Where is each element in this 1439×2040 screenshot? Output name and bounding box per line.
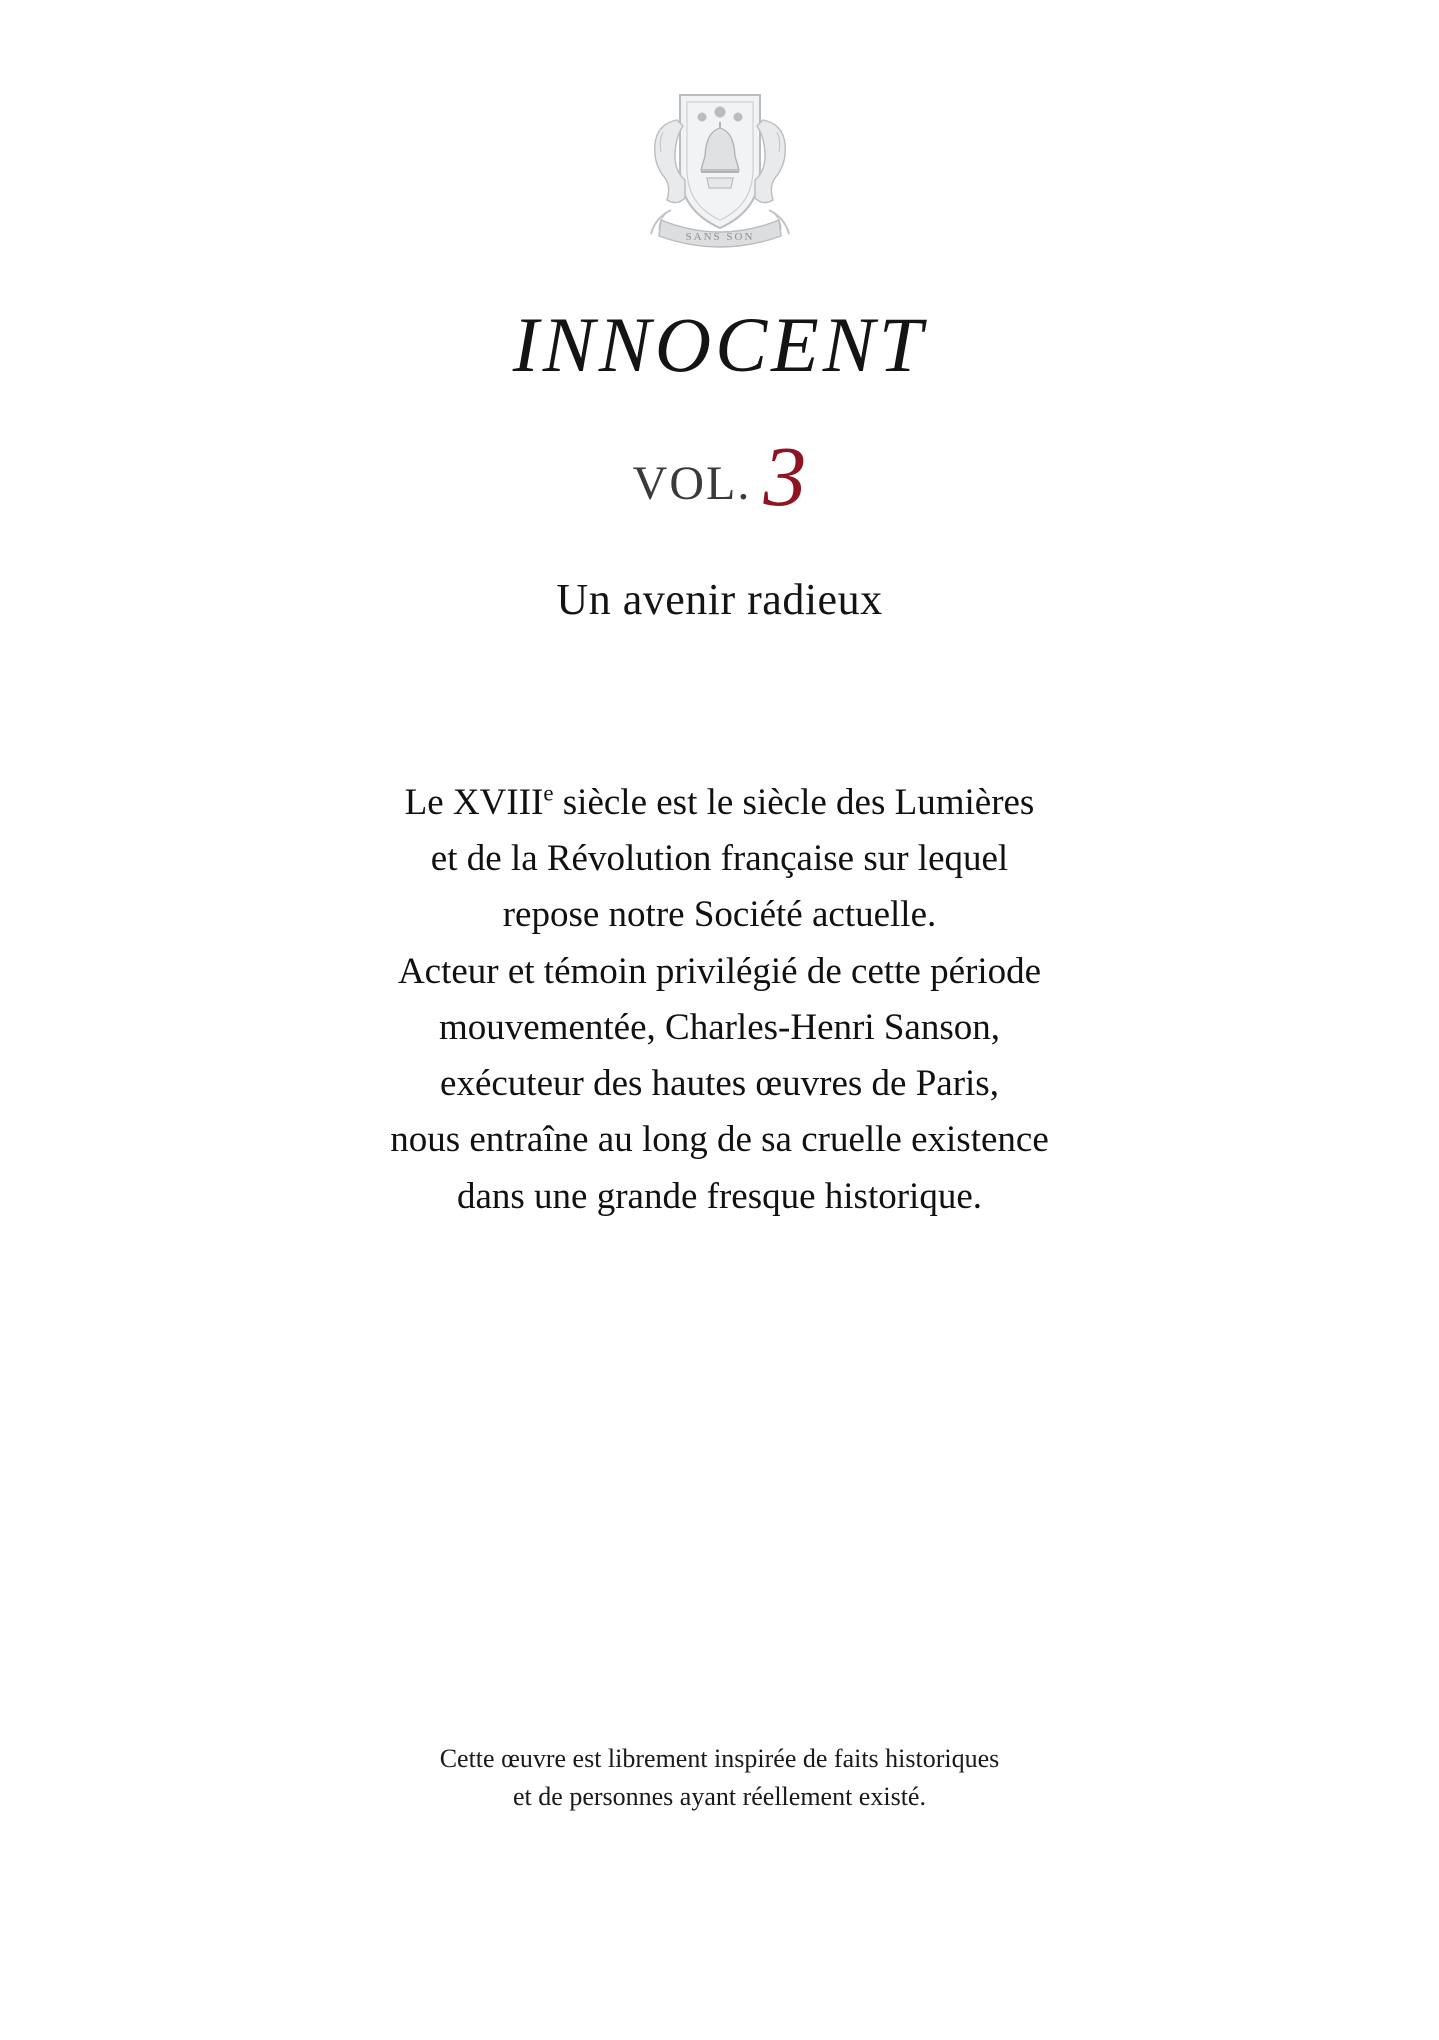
disclaimer-line: et de personnes ayant réellement existé. [513,1781,926,1811]
blurb-line: Acteur et témoin privilégié de cette période [397,950,1042,992]
crest-motto: SANS SON [685,231,754,243]
blurb-text [290,775,1150,1225]
book-title: INNOCENT [512,301,927,388]
volume-label: VOL. [632,457,752,510]
ordinal-suffix: e [543,780,554,806]
blurb-line: repose notre Société actuelle. [502,894,937,936]
disclaimer-line: Cette œuvre est librement inspirée de faits historiques [439,1744,1000,1773]
coat-of-arms-crest-icon [605,60,835,260]
blurb-line: dans une grande fresque historique. [456,1175,983,1217]
blurb-line: et de la Révolution française sur lequel [430,838,1009,880]
blurb-line: nous entraîne au long de sa cruelle existence [390,1119,1049,1161]
book-subtitle: Un avenir radieux [556,575,883,624]
blurb-line: Le XVIIIe siècle est le siècle des Lumières [404,780,1035,823]
disclaimer-note [0,1740,1439,1815]
blurb-line: mouvementée, Charles-Henri Sanson, [438,1006,1001,1048]
volume-number: 3 [763,428,807,524]
blurb-line: exécuteur des hautes œuvres de Paris, [440,1063,999,1105]
volume-line [632,420,807,524]
